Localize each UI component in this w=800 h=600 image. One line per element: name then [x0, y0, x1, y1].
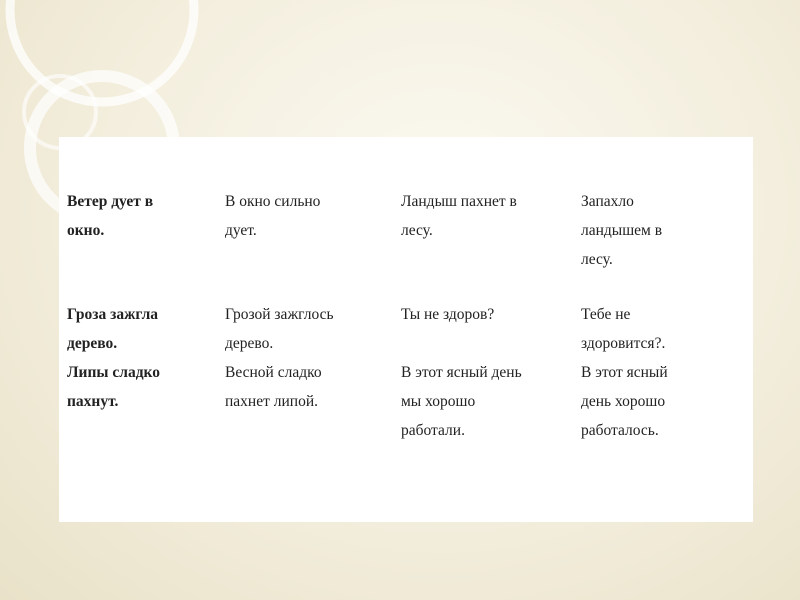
cell-line: Запахло: [581, 193, 634, 210]
cell-line: день хорошо: [581, 393, 666, 410]
cell-line: Весной сладко: [225, 364, 322, 381]
cell-line: Ветер дует в: [67, 193, 154, 210]
cell-line: Гроза зажгла: [67, 306, 159, 323]
cell-line: В этот ясный день: [401, 364, 522, 381]
cell-line: здоровится?.: [581, 335, 666, 352]
cell-line: ландышем в: [581, 222, 663, 239]
cell-line: окно.: [67, 222, 105, 239]
cell-line: Ландыш пахнет в: [401, 193, 517, 210]
cell-line: лесу.: [401, 222, 433, 239]
cell-spacer: [401, 329, 566, 358]
table-cell-r1-c2: [225, 187, 385, 245]
cell-line: работали.: [401, 422, 465, 439]
cell-line: Липы сладко: [67, 364, 161, 381]
content-table: [59, 137, 753, 522]
cell-line: дует.: [225, 222, 257, 239]
cell-line: В этот ясный: [581, 364, 668, 381]
cell-line: дерево.: [225, 335, 274, 352]
table-cell-r2-c2: [225, 300, 385, 416]
cell-line: пахнут.: [67, 393, 119, 410]
cell-line: Ты не здоров?: [401, 306, 495, 323]
table-cell-r1-c4: [581, 187, 751, 274]
cell-line: мы хорошо: [401, 393, 476, 410]
cell-line: работалось.: [581, 422, 659, 439]
table-cell-r2-c4: [581, 300, 751, 445]
cell-line: дерево.: [67, 335, 118, 352]
ring-large: [10, 0, 194, 102]
cell-line: В окно сильно: [225, 193, 321, 210]
table-cell-r1-c3: [401, 187, 566, 245]
table-cell-r2-c3: [401, 300, 566, 445]
cell-line: пахнет липой.: [225, 393, 318, 410]
table-cell-r2-c1: [67, 300, 217, 416]
cell-line: лесу.: [581, 251, 613, 268]
table-cell-r1-c1: [67, 187, 217, 245]
cell-line: Грозой зажглось: [225, 306, 334, 323]
cell-line: Тебе не: [581, 306, 631, 323]
